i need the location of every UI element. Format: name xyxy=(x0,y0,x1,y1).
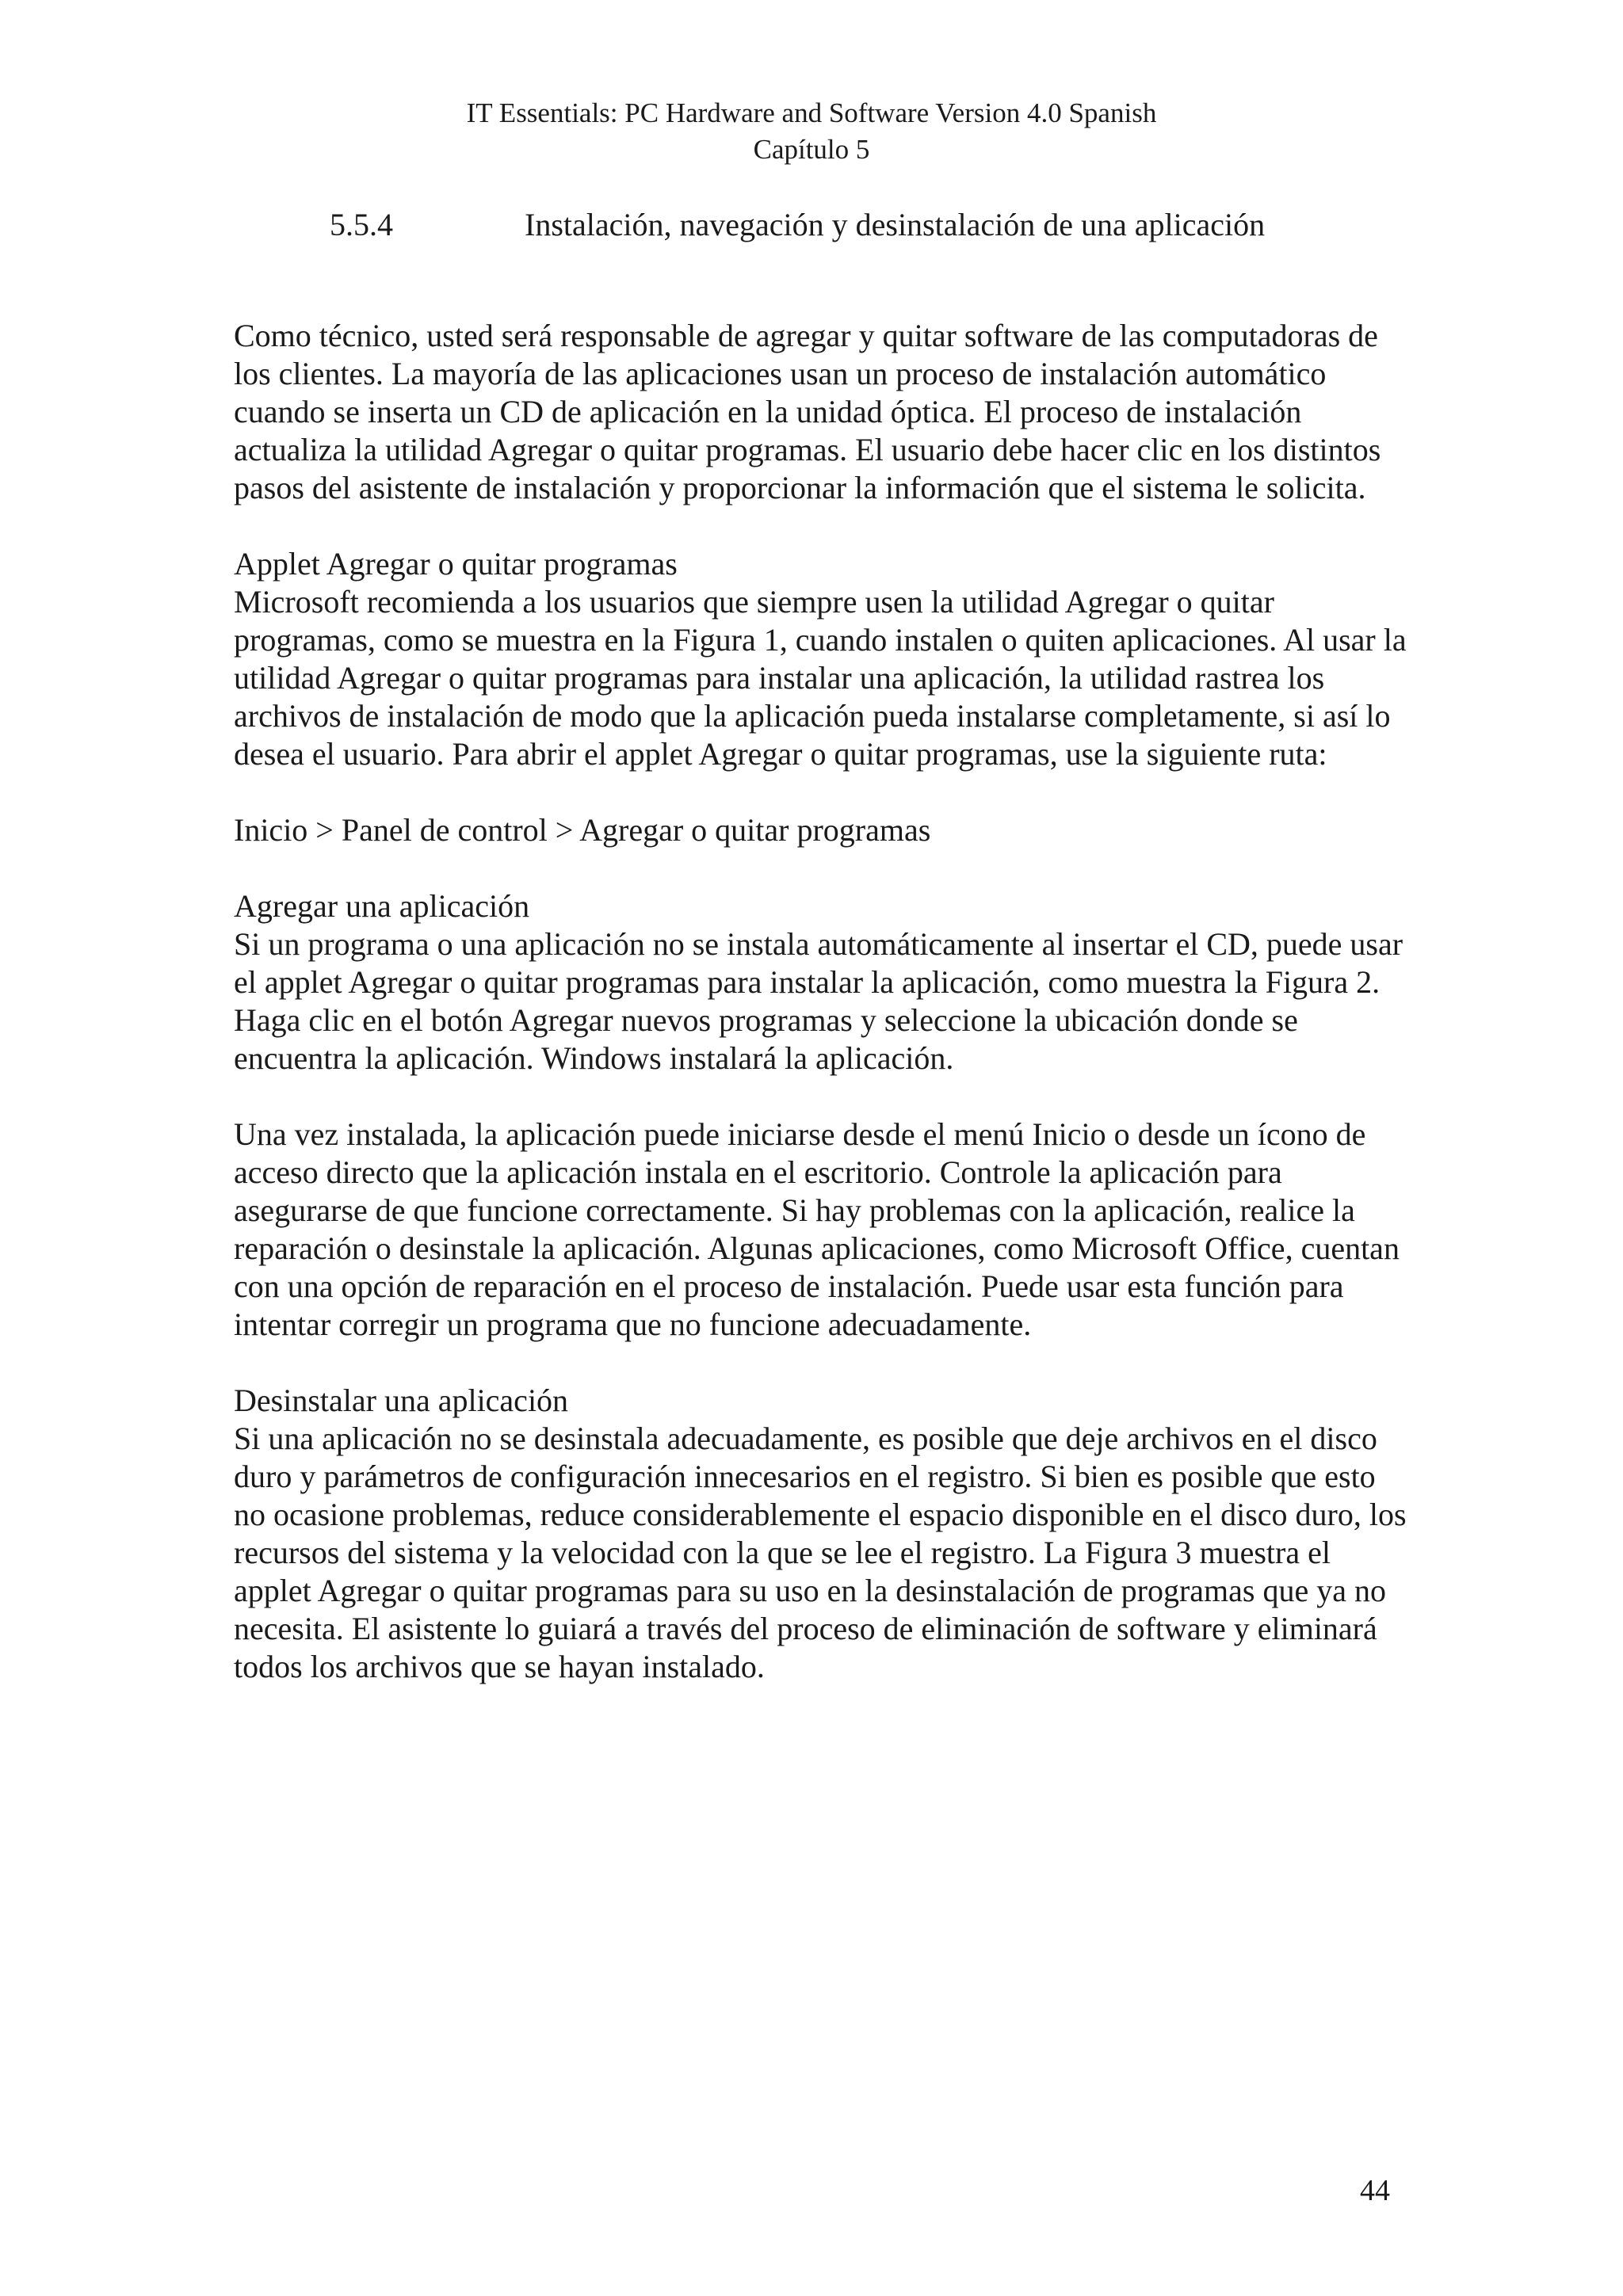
installed-paragraph: Una vez instalada, la aplicación puede iniciarse desde el menú Inicio o desde un ícono de acceso directo que la aplicación instala en el escritorio. Controle la aplicación para asegurarse de que funcione correctamente. Si hay problemas con la aplicación, realice la reparación o desinstale la aplicación. Algunas aplicaciones, como Microsoft Office, cuentan con una opción de reparación en el proceso de instalación. Puede usar esta función para intentar corregir un programa que no funcione adecuadamente. xyxy=(234,1116,1400,1342)
applet-paragraph: Microsoft recomienda a los usuarios que siempre usen la utilidad Agregar o quitar programas, como se muestra en la Figura 1, cuando instalen o quiten aplicaciones. Al usar la utilidad Agregar o quitar programas para instalar una aplicación, la utilidad rastrea los archivos de instalación de modo que la aplicación pueda instalarse completamente, si así lo desea el usuario. Para abrir el applet Agregar o quitar programas, use la siguiente ruta: xyxy=(234,584,1407,772)
add-section xyxy=(234,887,1407,1077)
header-course-title: IT Essentials: PC Hardware and Software Version 4.0 Spanish xyxy=(466,97,1157,128)
page-number: 44 xyxy=(1360,2174,1390,2207)
intro-paragraph: Como técnico, usted será responsable de agregar y quitar software de las computadoras de los clientes. La mayoría de las aplicaciones usan un proceso de instalación automático cuando se inserta un CD de aplicación en la unidad óptica. El proceso de instalación actualiza la utilidad Agregar o quitar programas. El usuario debe hacer clic en los distintos pasos del asistente de instalación y proporcionar la información que el sistema le solicita. xyxy=(234,318,1381,505)
uninstall-paragraph: Si una aplicación no se desinstala adecuadamente, es posible que deje archivos en el disco duro y parámetros de configuración innecesarios en el registro. Si bien es posible que esto no ocasione problemas, reduce considerablemente el espacio disponible en el disco duro, los recursos del sistema y la velocidad con la que se lee el registro. La Figura 3 muestra el applet Agregar o quitar programas para su uso en la desinstalación de programas que ya no necesita. El asistente lo guiará a través del proceso de eliminación de software y eliminará todos los archivos que se hayan instalado. xyxy=(234,1421,1407,1684)
page-header xyxy=(0,95,1623,168)
applet-section xyxy=(234,545,1407,773)
section-title: Instalación, navegación y desinstalación de una aplicación xyxy=(525,207,1266,242)
document-body xyxy=(234,317,1407,1724)
navigation-path: Inicio > Panel de control > Agregar o quitar programas xyxy=(234,812,931,848)
section-number: 5.5.4 xyxy=(330,207,393,242)
header-chapter: Capítulo 5 xyxy=(753,134,870,165)
add-heading: Agregar una aplicación xyxy=(234,888,530,924)
add-paragraph: Si un programa o una aplicación no se instala automáticamente al insertar el CD, puede usar el applet Agregar o quitar programas para instalar la aplicación, como muestra la Figura 2. Haga clic en el botón Agregar nuevos programas y seleccione la ubicación donde se encuentra la aplicación. Windows instalará la aplicación. xyxy=(234,926,1403,1076)
applet-heading: Applet Agregar o quitar programas xyxy=(234,546,678,582)
uninstall-section xyxy=(234,1382,1407,1686)
uninstall-heading: Desinstalar una aplicación xyxy=(234,1383,569,1418)
